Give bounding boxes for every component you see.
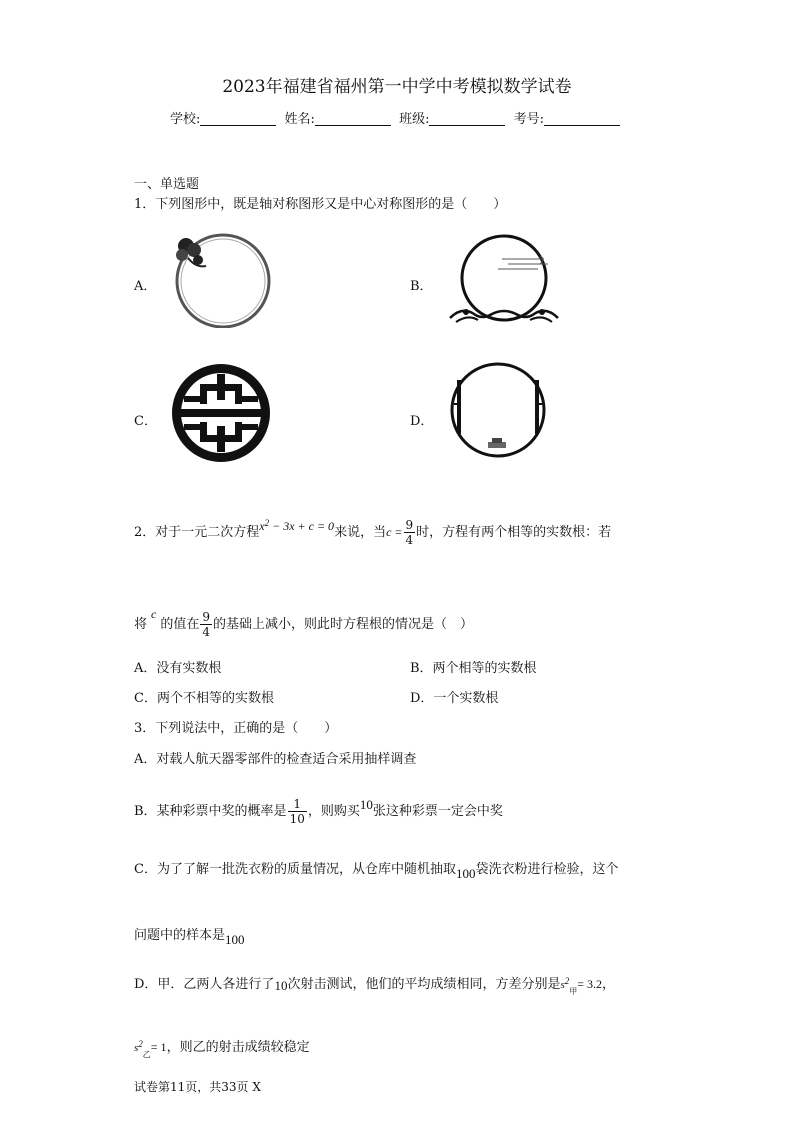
q3-d-s-yi: $s^2_乙$ — [134, 1039, 151, 1059]
q2-mid: 来说，当 — [334, 525, 387, 540]
q3-d-value: 10 — [274, 978, 288, 993]
q1-stem: 1．下列图形中，既是轴对称图形又是中心对称图形的是（ ） — [134, 197, 507, 212]
q1-option-b-label: B． — [410, 279, 433, 294]
q3-d-line2-suffix: ，则乙的射击成绩较稳定 — [166, 1040, 310, 1055]
q3-option-d-line2 — [134, 1036, 310, 1060]
q2-line2-c: c — [151, 607, 157, 621]
school-blank — [200, 111, 276, 126]
vase-icon — [488, 438, 506, 448]
q3-d-s-jia: $s^2_甲$ — [560, 976, 578, 996]
q3-b-suffix: 张这种彩票一定会中奖 — [372, 804, 503, 819]
class-blank — [429, 111, 505, 126]
q2-line2-suffix: 的基础上减小，则此时方程根的情况是（ ） — [213, 617, 474, 632]
section-heading: 一、单选题 — [134, 177, 200, 192]
q2-c-eq: c = — [386, 525, 403, 539]
q3-option-d-line1 — [134, 973, 615, 997]
q3-c-pre: C．为了了解一批洗衣粉的质量情况，从仓库中随机抽取 — [134, 862, 456, 877]
q3-c-suffix: 袋洗衣粉进行检验，这个 — [475, 862, 619, 877]
q3-option-a: A．对载人航天器零部件的检查适合采用抽样调查 — [134, 752, 417, 767]
q2-option-c: C．两个不相等的实数根 — [134, 691, 274, 706]
q1-option-c-label: C． — [134, 414, 157, 429]
q1-figure-c-longevity-symbol — [170, 362, 272, 464]
name-label: 姓名: — [284, 112, 315, 127]
q3-option-b — [134, 789, 503, 828]
q1-option-a-label: A． — [134, 279, 157, 294]
q3-c-value: 100 — [455, 866, 476, 881]
q1-figure-d-window-ring — [448, 360, 548, 460]
q2-suffix: 时，方程有两个相等的实数根：若 — [416, 525, 612, 540]
school-label: 学校: — [170, 112, 201, 127]
q3-b-mid: ，则购买 — [307, 804, 360, 819]
q3-c-line2-pre: 问题中的样本是 — [134, 928, 226, 943]
name-blank — [315, 111, 391, 126]
q3-d-pre: D．甲．乙两人各进行了 — [134, 977, 275, 992]
student-info-line — [0, 108, 794, 127]
q3-b-fraction: $\frac{1}{10}$ — [289, 797, 305, 826]
q3-b-pre: B．某种彩票中奖的概率是 — [134, 804, 287, 819]
q3-d-mid: 次射击测试，他们的平均成绩相同，方差分别是 — [287, 977, 561, 992]
q2-line2-mid: 的值在 — [160, 617, 200, 632]
q1-figure-a-flower-ring — [166, 228, 280, 328]
q2-line2-pre: 将 — [134, 617, 148, 632]
q2-equation: $x^2 - 3x + c = 0$ — [259, 518, 335, 533]
q2-fraction: $\frac{9}{4}$ — [405, 518, 414, 547]
q1-figure-b-moon-cloud-ring — [448, 228, 560, 328]
page-title: 2023年福建省福州第一中学中考模拟数学试卷 — [222, 77, 572, 97]
exam-number-label: 考号: — [513, 112, 544, 127]
q3-c-line2-value: 100 — [225, 932, 245, 947]
q3-option-c-line2 — [134, 924, 245, 948]
q3-d-jia-value: = 3.2 — [577, 977, 603, 991]
page-footer: 试卷第11页，共33页 X — [134, 1080, 261, 1094]
q3-stem: 3．下列说法中，正确的是（ ） — [134, 721, 338, 736]
q3-b-value: 10 — [359, 797, 373, 812]
q3-d-yi-value: = 1 — [150, 1040, 167, 1054]
q2-option-a: A．没有实数根 — [134, 661, 222, 676]
q2-line1 — [134, 507, 611, 549]
q1-option-d-label: D． — [410, 414, 434, 429]
class-label: 班级: — [399, 112, 430, 127]
q3-d-comma: ， — [602, 977, 616, 992]
q2-prefix: 2．对于一元二次方程 — [134, 525, 260, 540]
q2-option-d: D．一个实数根 — [410, 691, 499, 706]
q2-option-b: B．两个相等的实数根 — [410, 661, 537, 676]
q3-option-c-line1 — [134, 858, 618, 882]
q2-line2 — [134, 598, 473, 641]
q2-line2-fraction: $\frac{9}{4}$ — [202, 610, 210, 639]
exam-number-blank — [544, 111, 620, 126]
